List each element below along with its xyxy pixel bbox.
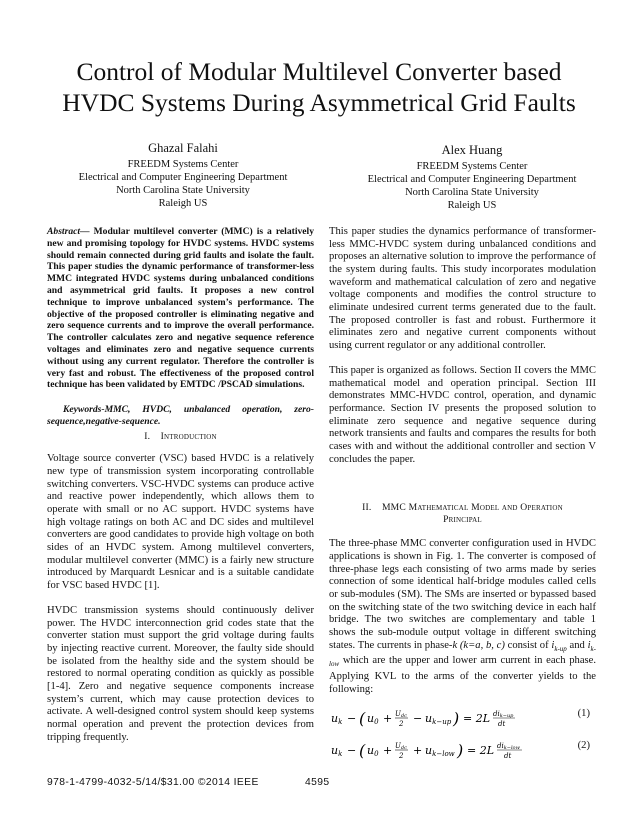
svg-text:uk: uk: [331, 711, 343, 726]
svg-text:= 2L: = 2L: [467, 743, 495, 757]
author-affiliation: North Carolina State University: [116, 185, 250, 196]
paper-title: [40, 56, 598, 118]
equation-1: [329, 703, 596, 727]
svg-text:−: −: [347, 711, 357, 725]
svg-text:+: +: [383, 711, 393, 725]
text-run: i: [551, 639, 555, 651]
section-heading-introduction: [47, 431, 314, 443]
author-affiliation: Raleigh US: [447, 200, 497, 211]
intro-paragraph-2: HVDC transmission systems should continuously deliver power. The HVDC interconnection grid codes state that the converter station must support the grid voltage during faults by injecting reactive current. Moreover, the faulty side should be isolated from the healthy side and the system should be restored to normal operating condition as quickly as possible [1-4]. Zero and negative sequence components increase system’s current, which may cause protection devices to activate. A well-designed control system should keep systems normal operation and prevent the protection devices from tripping frequently.: [47, 605, 314, 743]
svg-text:(: (: [359, 708, 366, 728]
intro-paragraph-1: Voltage source converter (VSC) based HVDC is a relatively new type of transmission system incorporating controllable switching converters. VSC-HVDC systems can produce active and reactive power independently, which allows them to operate with small or no AC support. HVDC systems have high voltage ratings on both AC and DC sides and multilevel converters are good candidates to provide high voltage on both sides of an HVDC system. Among multilevel converters, modular multilevel converter (MMC) is a fairly new structure introduced by Marquardt Lesnicar and is a suitable candidate for VSC based HVDC [1].: [47, 453, 314, 591]
abstract-label: Abstract—: [47, 226, 90, 237]
svg-text:+: +: [413, 743, 423, 757]
svg-text:2: 2: [399, 751, 404, 760]
section-title-cont: Principal: [443, 514, 482, 526]
right-column: [329, 226, 596, 759]
author-name: Ghazal Falahi: [148, 141, 218, 155]
svg-text:Udc: Udc: [395, 741, 407, 751]
svg-text:uk−low: uk−low: [425, 743, 455, 758]
footer-copyright: 978-1-4799-4032-5/14/$31.00 ©2014 IEEE: [47, 777, 259, 788]
text-run: k-up: [554, 644, 567, 653]
page-number: 4595: [305, 777, 330, 788]
svg-text:dik−up: dik−up: [493, 709, 514, 719]
section-title: Introduction: [160, 431, 217, 443]
svg-text:−: −: [413, 711, 423, 725]
svg-text:dt: dt: [498, 719, 506, 728]
keywords: Keywords-MMC, HVDC, unbalanced operation, zero-sequence,negative-sequence.: [47, 403, 314, 427]
svg-text:uk−up: uk−up: [425, 711, 452, 726]
text-run: k (k=a, b, c): [452, 639, 505, 651]
svg-text:+: +: [383, 743, 393, 757]
svg-text:2: 2: [399, 719, 404, 728]
abstract: [47, 226, 314, 391]
equation-number: (1): [577, 707, 590, 719]
svg-text:dt: dt: [504, 751, 512, 760]
svg-text:u0: u0: [367, 711, 379, 726]
symbol-ikup: [551, 640, 566, 651]
text-run: consist of: [504, 639, 552, 651]
text-run: which are the upper and lower arm current in each phase. Applying KVL to the arms of the converter yields to the following:: [329, 655, 596, 695]
section2-paragraph-1: [329, 538, 596, 696]
equation-2: [329, 735, 596, 759]
text-run: k-low: [329, 644, 596, 669]
title-line-2: HVDC Systems During Asymmetrical Grid Faults: [62, 88, 576, 117]
author-affiliation: Raleigh US: [158, 198, 208, 209]
section-title: MMC Mathematical Model and Operation: [381, 502, 563, 514]
left-column: [47, 226, 314, 744]
author-affiliation: Electrical and Computer Engineering Department: [367, 174, 577, 185]
svg-text:Udc: Udc: [395, 709, 407, 719]
equation-number: (2): [577, 739, 590, 751]
svg-text:): ): [453, 708, 460, 728]
text-run: and: [566, 639, 588, 651]
svg-text:uk: uk: [331, 743, 343, 758]
svg-text:): ): [457, 740, 464, 760]
equation-2-expression: [331, 739, 561, 763]
section-heading-mmc-model: [329, 502, 596, 526]
abstract-text: Modular multilevel converter (MMC) is a relatively new and promising topology for HVDC systems. HVDC systems should remain connected during grid faults and isolate the fault. This paper studies the dynamic performance of transformer-less MMC integrated HVDC systems during unbalanced conditions and asymmetrical grid faults. It proposes a new control technique to improve unbalanced system’s performance. The objective of the proposed controller is eliminating negative and zero sequence currents and to improve the overall performance. The controller calculates zero and negative sequence reference voltages and eliminates zero and negative sequence currents without using any current regulator. Therefore the controller is very fast and robust. The effectiveness of the proposed control technique has been validated by EMTDC /PSCAD simulations.: [47, 226, 314, 391]
equation-1-expression: [331, 707, 561, 731]
author-affiliation: FREEDM Systems Center: [127, 159, 239, 170]
text-run: i: [587, 639, 591, 651]
text-run: The three-phase MMC converter configuration used in HVDC applications is shown in Fig. 1. The converter is composed of three-phase legs each consisting of two arms made by series connection of some identical half-bridge modules called cells or sub-modules (SM). The SMs are inserted or bypassed based on the switching state of the two switching device in each half bridge. The two switches are complementary and table 1 shows the sub-module output voltage in different switching states. The currents in phase-: [329, 538, 596, 651]
svg-text:= 2L: = 2L: [463, 711, 491, 725]
section-number: II.: [362, 502, 372, 514]
author-block-2: [348, 142, 596, 212]
author-affiliation: Electrical and Computer Engineering Department: [78, 172, 288, 183]
svg-text:(: (: [359, 740, 366, 760]
svg-text:u0: u0: [367, 743, 379, 758]
right-paragraph-1: This paper studies the dynamics performance of transformer-less MMC-HVDC system during unbalanced conditions and proposes an alternative solution to improve the performance of the system during faults. This study incorporates modulation waveform and mathematical calculation of zero and negative voltage components and modifies the control structure to eliminate undesired current terms generated due to the fault. The proposed controller is fast and robust. Furthermore it eliminates zero and negative current components without using current regulator or any additional controller.: [329, 226, 596, 351]
svg-text:−: −: [347, 743, 357, 757]
svg-text:dik−low: dik−low: [497, 741, 520, 751]
title-line-1: Control of Modular Multilevel Converter based: [76, 57, 562, 86]
right-paragraph-2: This paper is organized as follows. Section II covers the MMC mathematical model and operation principal. Section III demonstrates MMC-HVDC control, operation, and dynamic performance. Section IV presents the proposed solution to eliminate zero sequence and negative sequence during network transients and faults and compares the results for both cases with and without the additional controller and section V concludes the paper.: [329, 365, 596, 465]
author-name: Alex Huang: [441, 143, 503, 157]
author-affiliation: FREEDM Systems Center: [416, 161, 528, 172]
author-block-1: [48, 140, 318, 210]
section-number: I.: [144, 431, 151, 443]
author-affiliation: North Carolina State University: [405, 187, 539, 198]
